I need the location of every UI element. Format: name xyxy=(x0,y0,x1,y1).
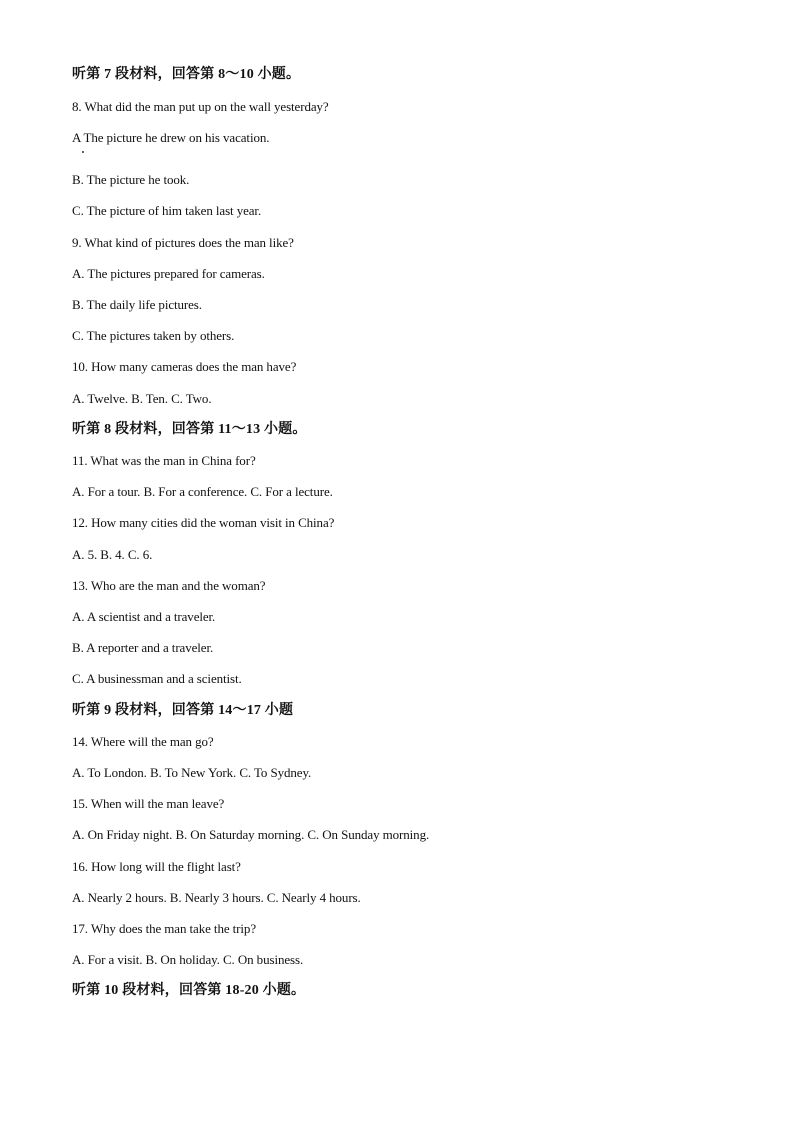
section-heading-10: 听第 10 段材料，回答第 18-20 小题。 xyxy=(72,983,306,998)
question-9: 9. What kind of pictures does the man like? xyxy=(72,235,294,250)
question-8: 8. What did the man put up on the wall yesterday? xyxy=(72,99,329,114)
question-12-options: A. 5. B. 4. C. 6. xyxy=(72,547,153,562)
question-14-options: A. To London. B. To New York. C. To Sydney. xyxy=(72,765,312,780)
question-10: 10. How many cameras does the man have? xyxy=(72,359,297,374)
question-9-option-a: A. The pictures prepared for cameras. xyxy=(72,266,265,281)
question-15: 15. When will the man leave? xyxy=(72,796,225,811)
question-17: 17. Why does the man take the trip? xyxy=(72,921,256,936)
question-8-option-b: B. The picture he took. xyxy=(72,172,190,187)
question-9-option-c: C. The pictures taken by others. xyxy=(72,328,235,343)
question-12: 12. How many cities did the woman visit in China? xyxy=(72,515,335,530)
section-heading-8: 听第 8 段材料，回答第 11～13 小题。 xyxy=(72,422,307,437)
section-heading-7: 听第 7 段材料，回答第 8～10 小题。 xyxy=(72,67,301,82)
question-15-options: A. On Friday night. B. On Saturday morning. C. On Sunday morning. xyxy=(72,827,430,842)
question-8-option-c: C. The picture of him taken last year. xyxy=(72,203,262,218)
question-9-option-b: B. The daily life pictures. xyxy=(72,297,202,312)
question-10-options: A. Twelve. B. Ten. C. Two. xyxy=(72,391,212,406)
question-13-option-b: B. A reporter and a traveler. xyxy=(72,640,214,655)
question-16: 16. How long will the flight last? xyxy=(72,859,241,874)
question-13: 13. Who are the man and the woman? xyxy=(72,578,266,593)
question-17-options: A. For a visit. B. On holiday. C. On business. xyxy=(72,952,304,967)
question-8-option-a: A The picture he drew on his vacation. xyxy=(72,130,270,145)
question-11-options: A. For a tour. B. For a conference. C. For a lecture. xyxy=(72,484,333,499)
question-13-option-c: C. A businessman and a scientist. xyxy=(72,671,242,686)
question-11: 11. What was the man in China for? xyxy=(72,453,256,468)
question-14: 14. Where will the man go? xyxy=(72,734,214,749)
section-heading-9: 听第 9 段材料，回答第 14～17 小题 xyxy=(72,703,294,718)
question-16-options: A. Nearly 2 hours. B. Nearly 3 hours. C. Nearly 4 hours. xyxy=(72,890,361,905)
question-13-option-a: A. A scientist and a traveler. xyxy=(72,609,216,624)
stray-dot-mark xyxy=(82,151,84,153)
